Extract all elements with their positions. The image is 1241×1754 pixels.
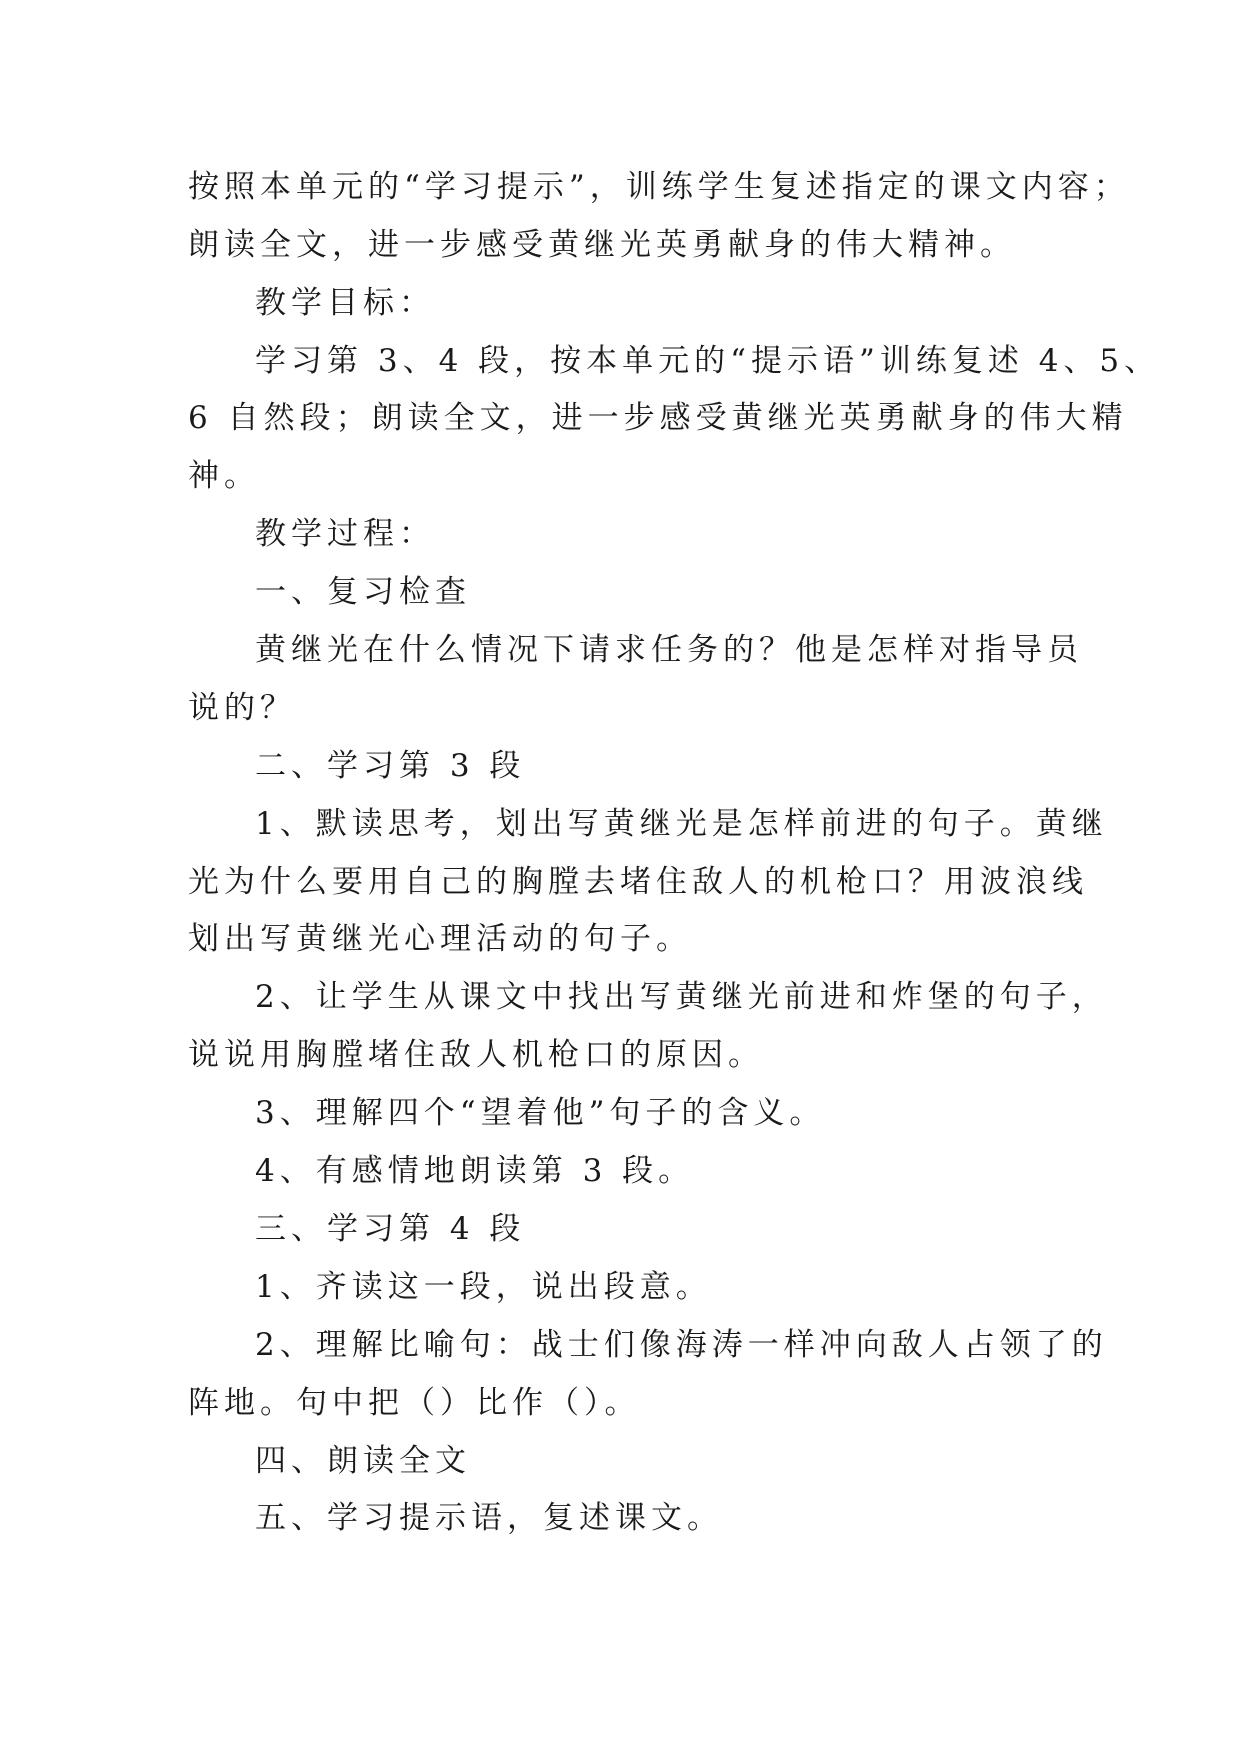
item-2-2-line-1: 2、让学生从课文中找出写黄继光前进和炸堡的句子，: [255, 979, 1108, 1015]
section-heading-4: 四、朗读全文: [255, 1443, 471, 1479]
item-3-1: 1、齐读这一段，说出段意。: [255, 1269, 712, 1305]
heading-teaching-goals: 教学目标：: [255, 285, 435, 321]
heading-teaching-process: 教学过程：: [255, 516, 435, 552]
item-2-2-line-2: 说说用胸膛堵住敌人机枪口的原因。: [188, 1037, 764, 1073]
paragraph-review-line-2: 说的？: [188, 690, 296, 726]
paragraph-goals-line-1: 学习第 3、4 段，按本单元的“提示语”训练复述 4、5、: [255, 343, 1161, 379]
section-heading-2: 二、学习第 3 段: [255, 748, 526, 784]
paragraph-review-line-1: 黄继光在什么情况下请求任务的？他是怎样对指导员: [255, 632, 1083, 668]
paragraph-intro-line-2: 朗读全文，进一步感受黄继光英勇献身的伟大精神。: [188, 227, 1016, 263]
item-2-4: 4、有感情地朗读第 3 段。: [255, 1153, 695, 1189]
item-3-2-line-2: 阵地。句中把（）比作（）。: [188, 1385, 641, 1421]
section-heading-1: 一、复习检查: [255, 574, 471, 610]
section-heading-3: 三、学习第 4 段: [255, 1211, 526, 1247]
section-heading-5: 五、学习提示语，复述课文。: [255, 1500, 723, 1536]
paragraph-goals-line-2: 6 自然段；朗读全文，进一步感受黄继光英勇献身的伟大精: [188, 400, 1128, 436]
item-2-1-line-3: 划出写黄继光心理活动的句子。: [188, 921, 692, 957]
item-3-2-line-1: 2、理解比喻句：战士们像海涛一样冲向敌人占领了的: [255, 1327, 1108, 1363]
item-2-1-line-1: 1、默读思考，划出写黄继光是怎样前进的句子。黄继: [255, 806, 1108, 842]
item-2-3: 3、理解四个“望着他”句子的含义。: [255, 1095, 826, 1131]
item-2-1-line-2: 光为什么要用自己的胸膛去堵住敌人的机枪口？用波浪线: [188, 864, 1088, 900]
paragraph-goals-line-3: 神。: [188, 458, 260, 494]
paragraph-intro-line-1: 按照本单元的“学习提示”，训练学生复述指定的课文内容；: [188, 169, 1130, 205]
